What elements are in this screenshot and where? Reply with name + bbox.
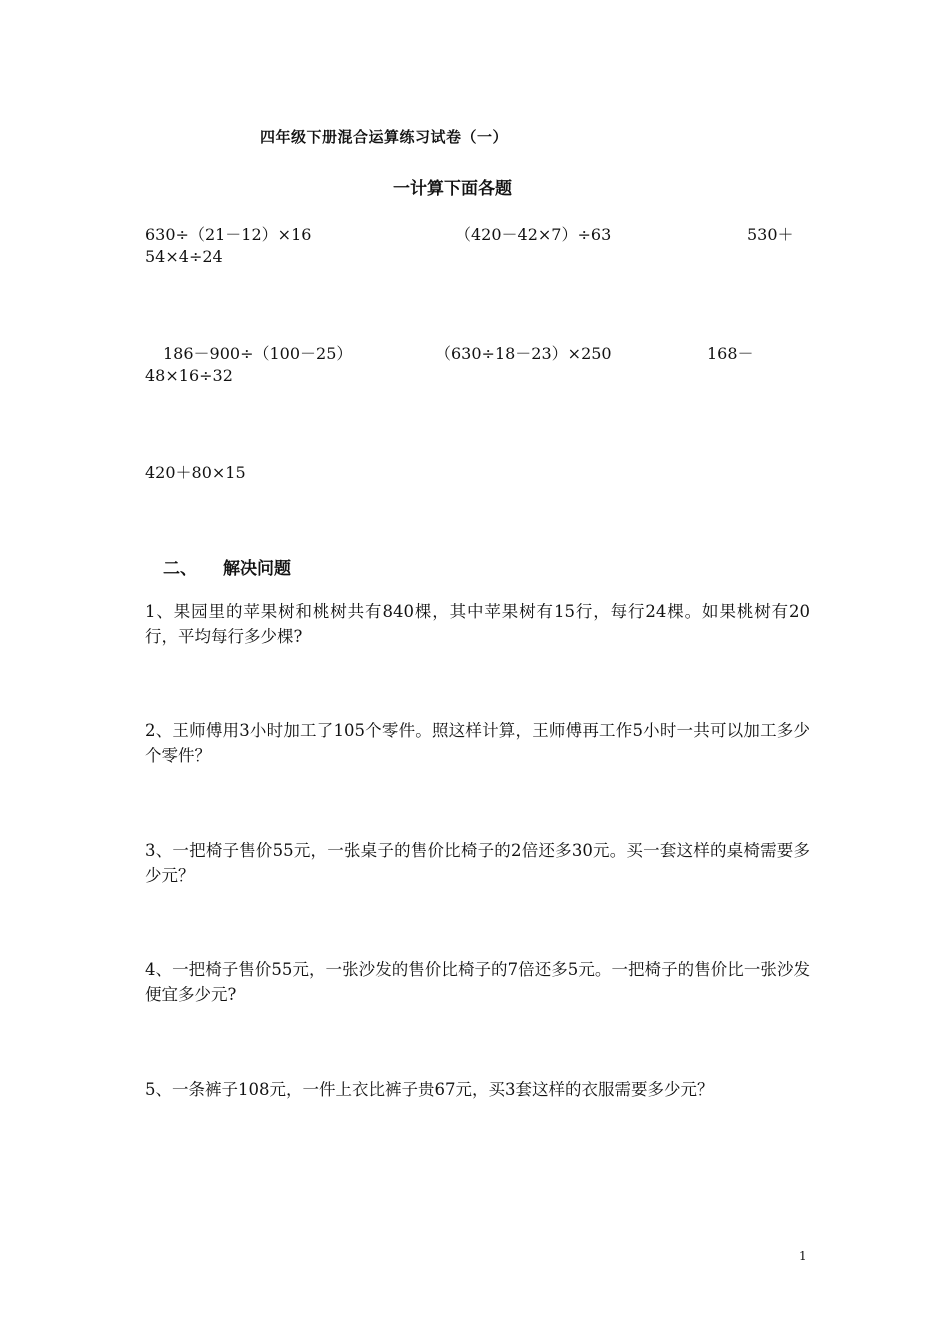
section1-heading: 一计算下面各题 [393, 179, 512, 199]
word-problem-1: 1、果园里的苹果树和桃树共有840棵，其中苹果树有15行，每行24棵。如果桃树有20行，平均每行多少棵? [145, 602, 810, 646]
word-problem-2: 2、王师傅用3小时加工了105个零件。照这样计算，王师傅再工作5小时一共可以加工多少个零件？ [145, 721, 810, 765]
section2-number: 二、 [163, 559, 197, 579]
expression-3-continuation: 54×4÷24 [145, 247, 223, 266]
section2-title: 解决问题 [223, 559, 291, 579]
expression-4: 186－900÷（100－25） [163, 344, 353, 363]
word-problem-4: 4、一把椅子售价55元，一张沙发的售价比椅子的7倍还多5元。一把椅子的售价比一张沙发便宜多少元? [145, 960, 810, 1004]
section2-heading [163, 554, 291, 579]
expression-2: （420－42×7）÷63 [455, 225, 612, 244]
expression-5: （630÷18－23）×250 [435, 344, 612, 363]
expression-3-start: 530＋ [747, 225, 794, 244]
expression-1: 630÷（21－12）×16 [145, 225, 312, 244]
word-problem-5: 5、一条裤子108元，一件上衣比裤子贵67元，买3套这样的衣服需要多少元？ [145, 1080, 714, 1099]
expression-6-start: 168－ [707, 344, 754, 363]
expression-7: 420＋80×15 [145, 463, 246, 482]
document-title: 四年级下册混合运算练习试卷（一） [260, 128, 509, 146]
expression-6-continuation: 48×16÷32 [145, 366, 233, 385]
word-problem-3: 3、一把椅子售价55元，一张桌子的售价比椅子的2倍还多30元。买一套这样的桌椅需要多少元？ [145, 841, 810, 885]
page-number: 1 [799, 1249, 807, 1263]
